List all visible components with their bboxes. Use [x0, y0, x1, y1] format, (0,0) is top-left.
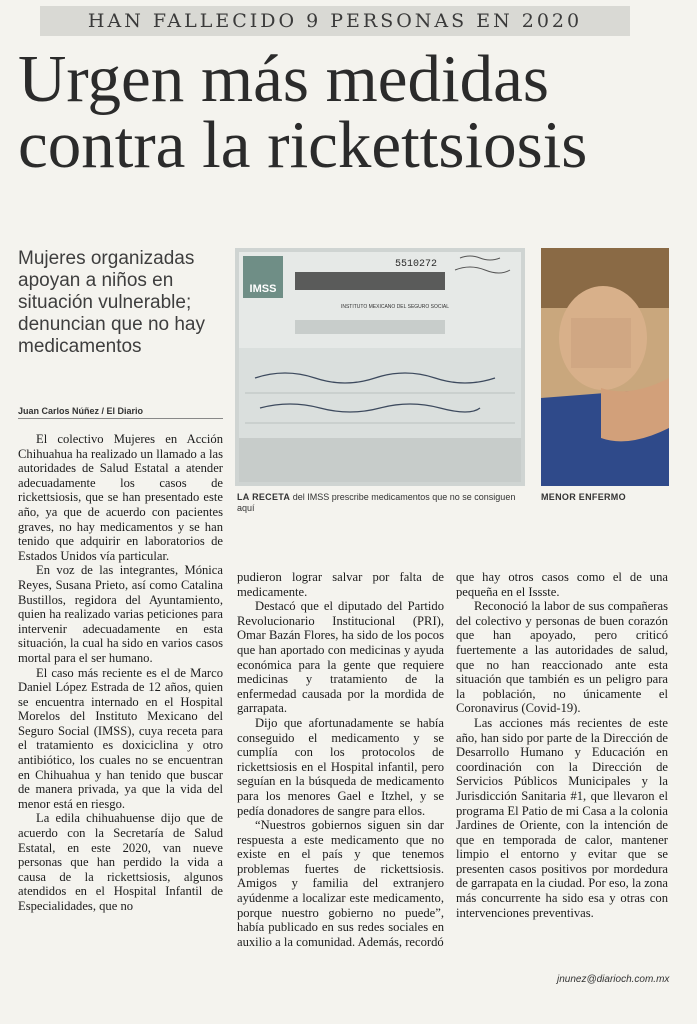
paragraph: En voz de las integrantes, Mónica Reyes, Susana Prieto, así como Catalina Bustillos, regidora del Ayuntamiento, quien ha realizado varias peticiones para intervenir adecuadamente en esta situación, la cual ha sido en varios casos mortal para el ser humano.: [18, 563, 223, 665]
headline-line-1: Urgen más medidas: [18, 42, 549, 116]
paragraph: que hay otros casos como el de una pequeña en el Issste.: [456, 570, 668, 599]
prescription-photo: [235, 248, 525, 486]
child-photo: [541, 248, 669, 486]
paragraph: “Nuestros gobiernos siguen sin dar respuesta a este medicamento que no existe en el país y que tenemos problemas fuertes de rickettsiosis. Amigos y familia del extranjero ayúdenme a localizar este medicamento, porque nuestro gobierno no puede”, había publicado en sus redes sociales en auxilio a la comunidad. Además, recordó: [237, 818, 444, 949]
paragraph: El caso más reciente es el de Marco Daniel López Estrada de 12 años, quien se encuentra internado en el Hospital Morelos del Instituto Mexicano del Seguro Social (IMSS), cuya receta para el tratamiento es doxiciclina y otro antibiótico, los cuales no se encuentran en Chihuahua y han tenido que buscar de manera privada, ya que la vida del menor está en riesgo.: [18, 665, 223, 811]
article-column-3: [456, 570, 668, 920]
child-caption: MENOR ENFERMO: [541, 492, 626, 502]
paragraph: Las acciones más recientes de este año, han sido por parte de la Dirección de Desarrollo Humano y Educación en coordinación con la Dirección de Servicios Públicos Municipales y la Jurisdicción Sanitaria #1, que llevaron el programa El Patio de mi Casa a la colonia Jardines de Oriente, con la intención de que en temporada de calor, mantener limpio el entorno y evitar que se presenten casos positivos por mordedura de garrapata en la ciudad. Por eso, la zona más concurrente ha sido esa y otras con intervenciones preventivas.: [456, 715, 668, 920]
institution-name: INSTITUTO MEXICANO DEL SEGURO SOCIAL: [340, 304, 450, 310]
author-email: jnunez@diarioch.com.mx: [557, 974, 670, 985]
paragraph: pudieron lograr salvar por falta de medicamente.: [237, 570, 444, 599]
headline-line-2: contra la rickettsiosis: [18, 108, 588, 182]
caption-label: LA RECETA: [237, 492, 291, 502]
paragraph: El colectivo Mujeres en Acción Chihuahua ha realizado un llamado a las autoridades de Salud Estatal a atender adecuadamente los casos de rickettsiosis, que se han presentado este año, ya que de acuerdo con pacientes graves, no hay medicamentos y se han tenido que adquirir en laboratorios de Estados Unidos vía particular.: [18, 432, 223, 563]
headline: [18, 42, 683, 182]
prescription-caption: [237, 492, 527, 514]
byline-divider: [18, 418, 223, 419]
paragraph: Dijo que afortunadamente se había conseguido el medicamento y se cumplía con los protocolos de rickettsiosis en el Hospital infantil, pero seguían en la búsqueda de medicamento para los menores Gael e Itzhel, y se pedía donadores de sangre para ellos.: [237, 715, 444, 818]
paragraph: La edila chihuahuense dijo que de acuerdo con la Secretaría de Salud Estatal, en este 2020, van nueve personas que han perdido la vida a causa de la rickettsiosis, algunos atendidos en el Hospital Infantil de Especialidades, que no: [18, 811, 223, 913]
paragraph: Reconoció la labor de sus compañeras del colectivo y personas de buen corazón que han apoyado, pero criticó fuertemente a las autoridades de salud, que no han reaccionado ante esta situación que también es un peligro para la población, no únicamente el Coronavirus (Covid-19).: [456, 599, 668, 716]
paragraph: Destacó que el diputado del Partido Revolucionario Institucional (PRI), Omar Bazán Flores, ha sido de los pocos que han aportado con medicinas y ayuda económica para la gente que requiere medicinas y tratamiento de la enfermedad causada por la mordida de garrapata.: [237, 599, 444, 716]
kicker: HAN FALLECIDO 9 PERSONAS EN 2020: [40, 6, 630, 36]
article-column-2: [237, 570, 444, 949]
imss-logo-text: IMSS: [249, 283, 277, 295]
byline: Juan Carlos Núñez / El Diario: [18, 406, 144, 416]
subhead: Mujeres organizadas apoyan a niños en situación vulnerable; denuncian que no hay medicamentos: [18, 248, 205, 357]
caption-text: del IMSS prescribe medicamentos que no se consiguen aquí: [237, 492, 516, 513]
prescription-folio: 5510272: [395, 259, 438, 270]
article-column-1: [18, 432, 223, 914]
